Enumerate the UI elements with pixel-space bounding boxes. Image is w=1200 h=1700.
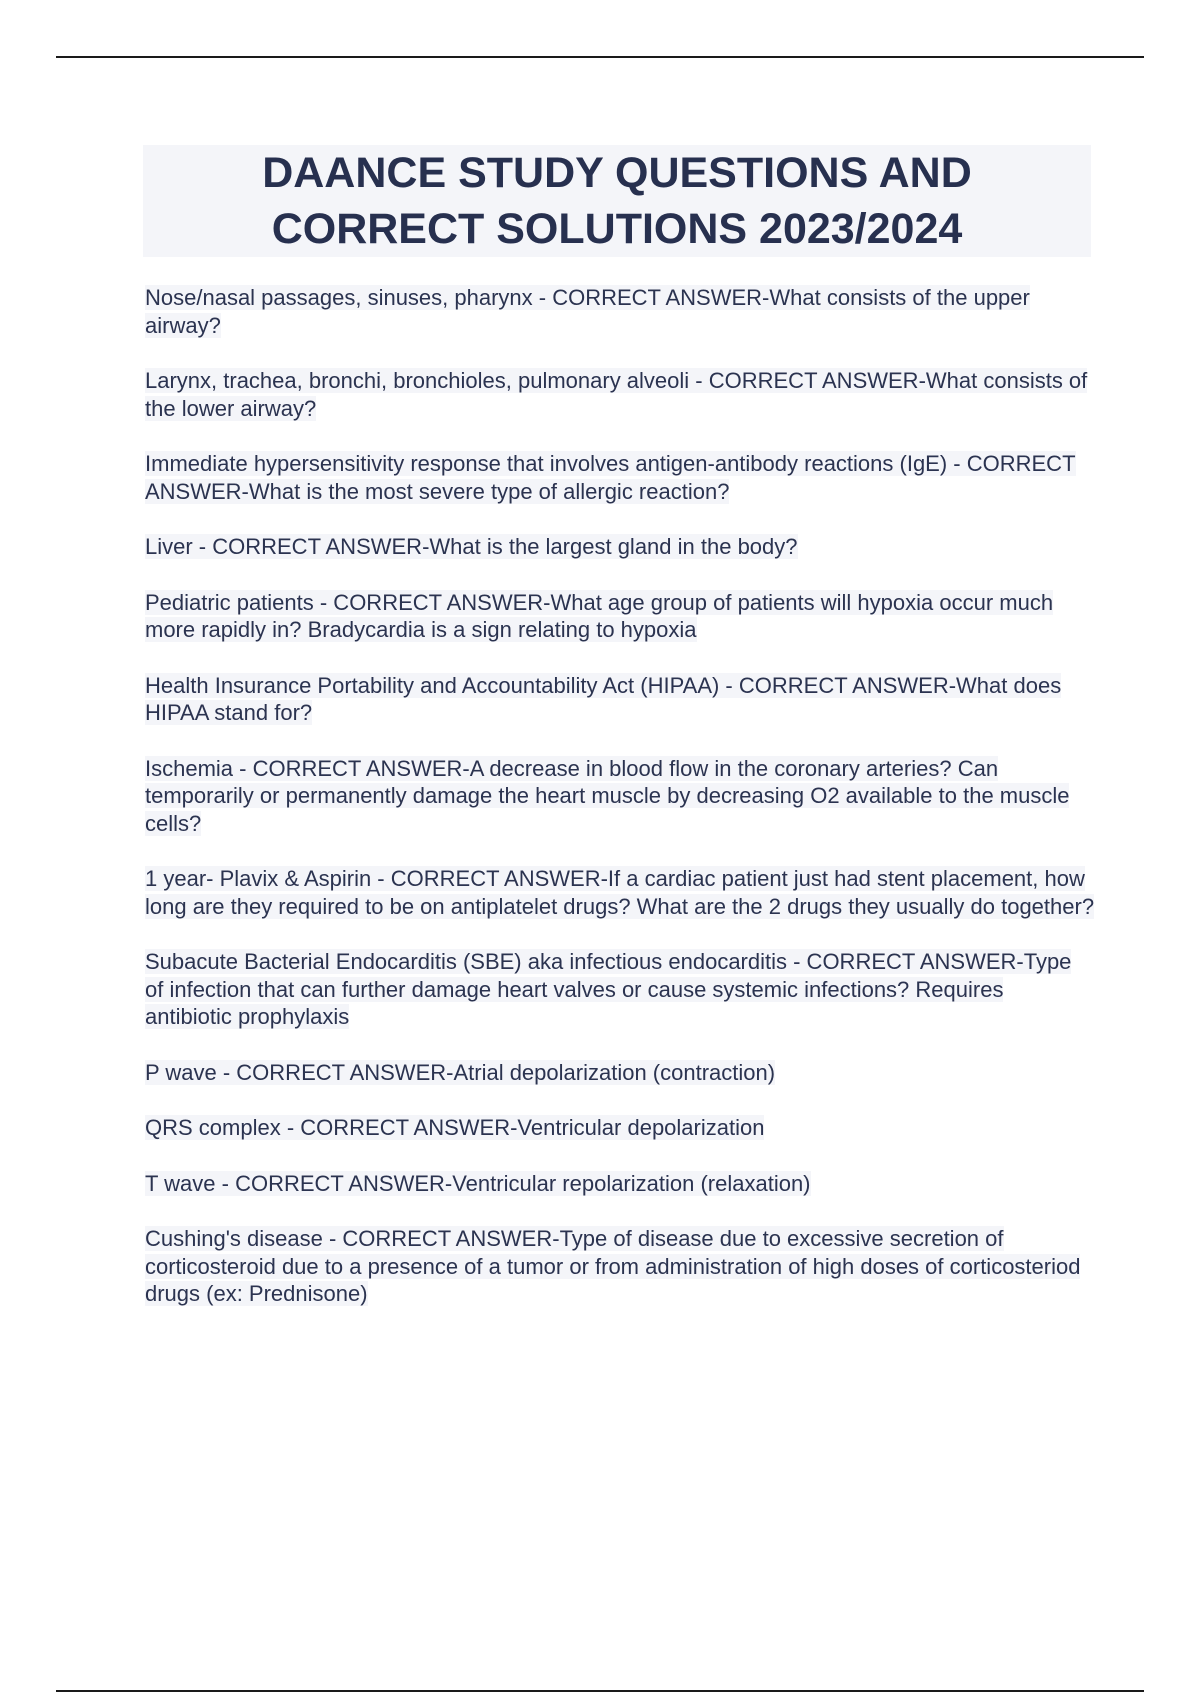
qa-item-text: Ischemia - CORRECT ANSWER-A decrease in blood flow in the coronary arteries? Can temporarily or permanently damage the heart muscle by decreasing O2 available to the muscle cells? — [145, 755, 1070, 836]
qa-item-text: P wave - CORRECT ANSWER-Atrial depolarization (contraction) — [145, 1059, 776, 1085]
top-rule — [56, 56, 1144, 58]
qa-item — [145, 865, 1095, 920]
qa-item-text: 1 year- Plavix & Aspirin - CORRECT ANSWER-If a cardiac patient just had stent placement, how long are they required to be on antiplatelet drugs? What are the 2 drugs they usually do together? — [145, 866, 1095, 919]
qa-item-text: Liver - CORRECT ANSWER-What is the largest gland in the body? — [145, 534, 798, 559]
qa-item-text: Pediatric patients - CORRECT ANSWER-What age group of patients will hypoxia occur much more rapidly in? Bradycardia is a sign relating to hypoxia — [145, 589, 1054, 642]
title-line-1: DAANCE STUDY QUESTIONS AND — [262, 149, 972, 197]
qa-item — [145, 1225, 1095, 1308]
qa-item-text: Immediate hypersensitivity response that involves antigen-antibody reactions (IgE) - CORRECT ANSWER-What is the most severe type of allergic reaction? — [145, 451, 1076, 504]
qa-item — [145, 589, 1095, 644]
qa-item — [145, 1114, 1095, 1142]
title-block — [143, 145, 1091, 257]
qa-item — [145, 533, 1095, 561]
qa-item-text: Nose/nasal passages, sinuses, pharynx - CORRECT ANSWER-What consists of the upper airway? — [145, 285, 1030, 338]
qa-item — [145, 367, 1095, 422]
title-line-2: CORRECT SOLUTIONS 2023/2024 — [271, 205, 963, 253]
qa-item — [145, 284, 1095, 339]
qa-item-text: Health Insurance Portability and Accountability Act (HIPAA) - CORRECT ANSWER-What does HIPAA stand for? — [145, 672, 1062, 725]
qa-item — [145, 1170, 1095, 1198]
page-title — [262, 145, 972, 257]
qa-item-text: Subacute Bacterial Endocarditis (SBE) aka infectious endocarditis - CORRECT ANSWER-Type of infection that can further damage heart valves or cause systemic infections? Requires antibiotic prophylaxis — [145, 949, 1072, 1029]
qa-item-text: Cushing's disease - CORRECT ANSWER-Type of disease due to excessive secretion of corticosteroid due to a presence of a tumor or from administration of high doses of corticosteriod drugs (ex: Prednisone) — [145, 1226, 1081, 1306]
qa-item — [145, 1059, 1095, 1087]
bottom-rule — [56, 1690, 1144, 1692]
qa-item-text: QRS complex - CORRECT ANSWER-Ventricular depolarization — [145, 1115, 765, 1140]
qa-item — [145, 755, 1095, 838]
qa-item — [145, 948, 1095, 1031]
qa-item-text: T wave - CORRECT ANSWER-Ventricular repolarization (relaxation) — [145, 1170, 811, 1196]
qa-item — [145, 672, 1095, 727]
qa-item — [145, 450, 1095, 505]
qa-item-text: Larynx, trachea, bronchi, bronchioles, pulmonary alveoli - CORRECT ANSWER-What consists of the lower airway? — [145, 368, 1088, 421]
qa-list — [145, 284, 1095, 1336]
